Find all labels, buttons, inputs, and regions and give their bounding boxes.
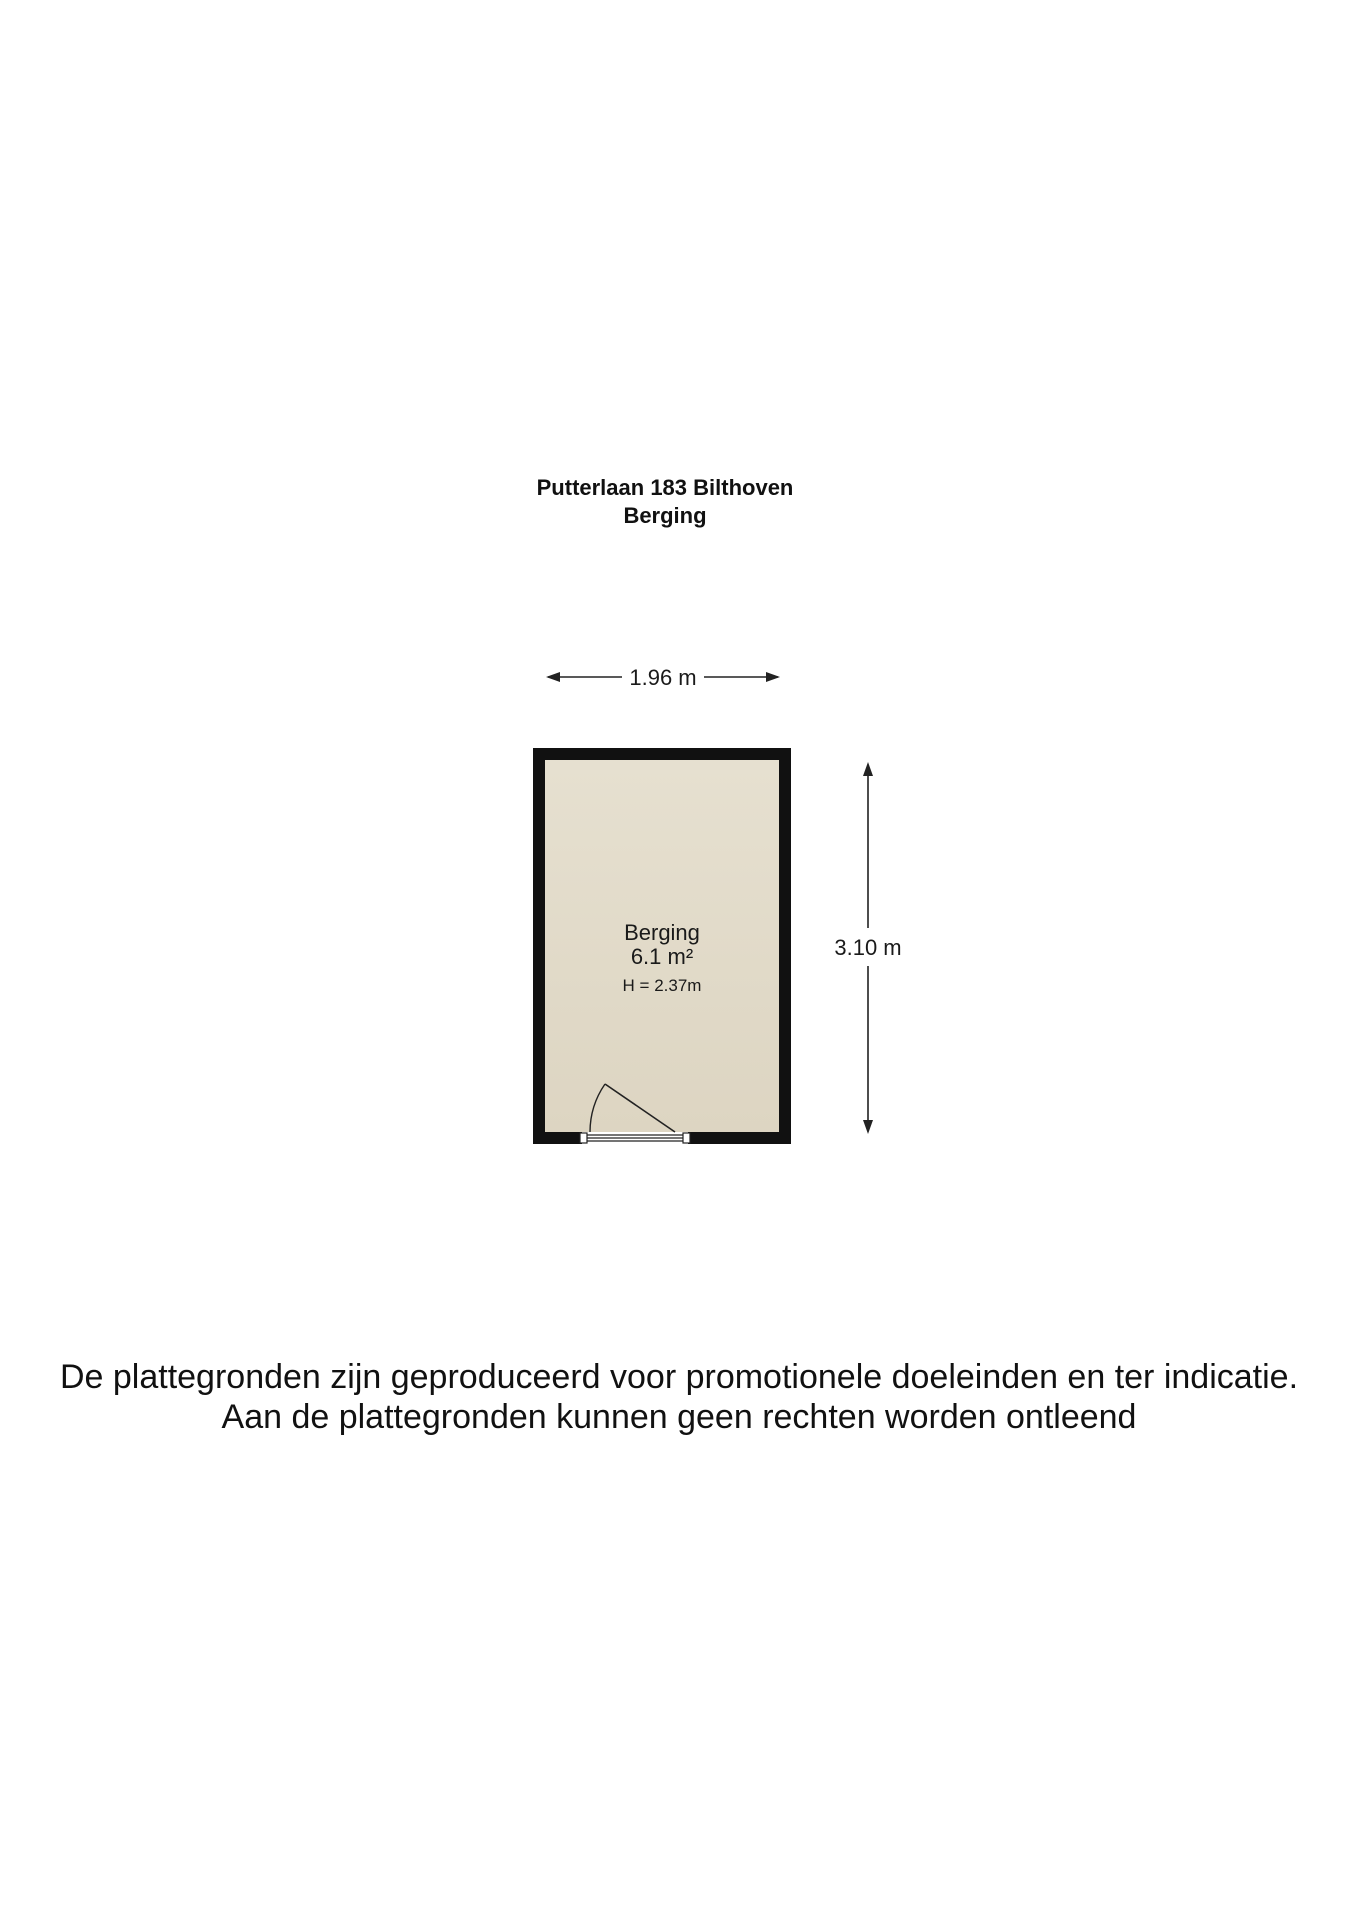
depth-dimension	[834, 762, 901, 1134]
disclaimer-line-1: De plattegronden zijn geproduceerd voor promotionele doeleinden en ter indicatie.	[59, 1358, 1299, 1396]
width-dimension	[546, 665, 780, 690]
arrow-left-icon	[546, 672, 560, 682]
disclaimer-line-2: Aan de plattegronden kunnen geen rechten worden ontleend	[221, 1398, 1137, 1436]
disclaimer	[0, 1357, 1358, 1437]
room-area: 6.1 m²	[630, 944, 694, 969]
room-height: H = 2.37m	[622, 976, 702, 995]
arrow-down-icon	[863, 1120, 873, 1134]
arrow-up-icon	[863, 762, 873, 776]
floor-title: Berging	[623, 503, 707, 528]
depth-label: 3.10 m	[834, 935, 902, 960]
room-berging	[533, 748, 791, 1144]
arrow-right-icon	[766, 672, 780, 682]
width-label: 1.96 m	[629, 665, 697, 690]
address-title: Putterlaan 183 Bilthoven	[536, 475, 794, 500]
room-name: Berging	[624, 920, 700, 945]
